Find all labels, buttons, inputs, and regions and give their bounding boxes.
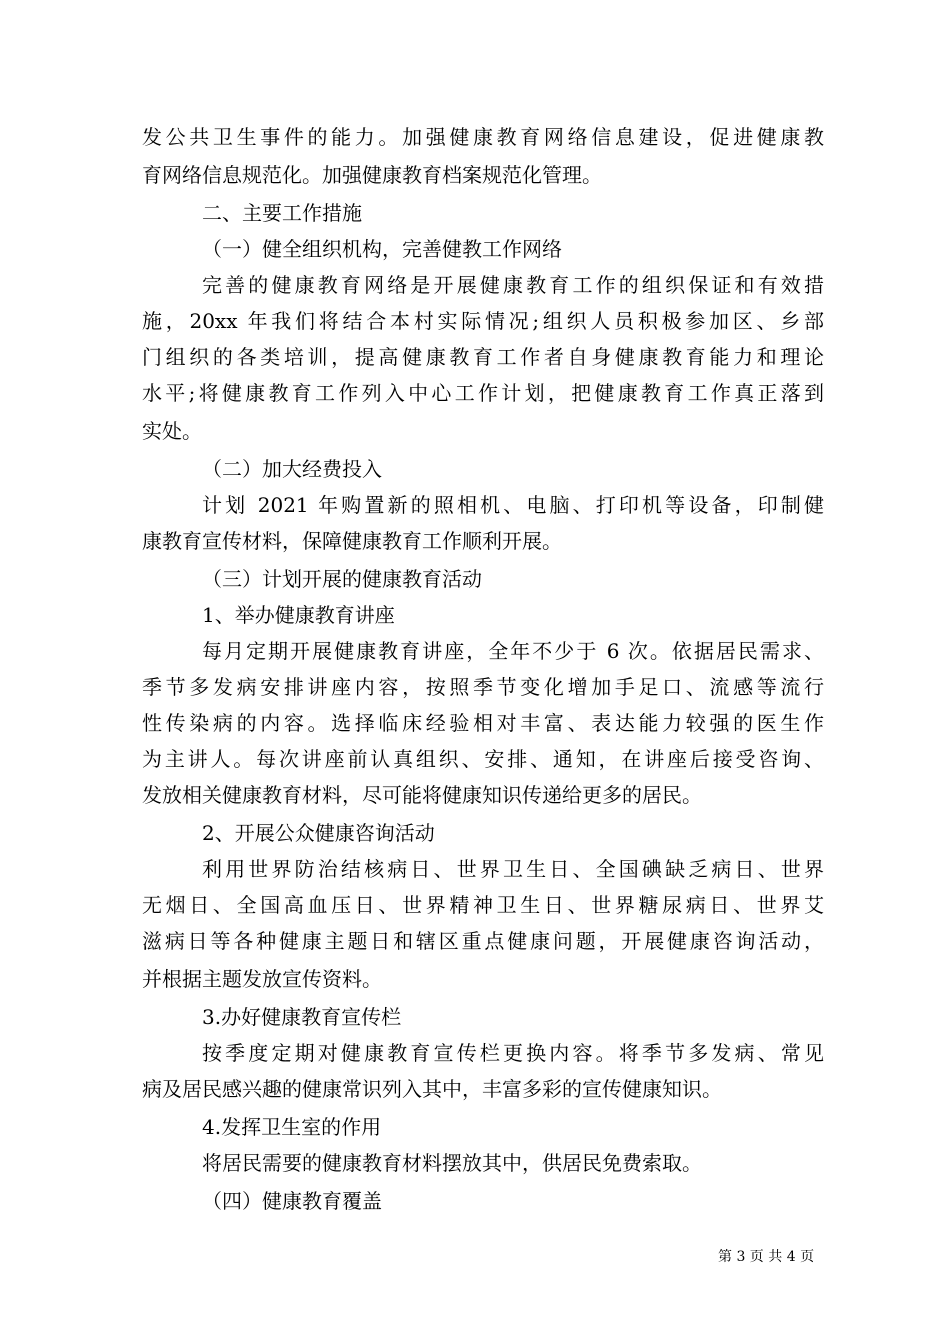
- page-number-footer: 第 3 页 共 4 页: [718, 1249, 815, 1265]
- paragraph-line: 完善的健康教育网络是开展健康教育工作的组织保证和有效措: [202, 273, 824, 297]
- paragraph-line: 施，20xx 年我们将结合本村实际情况;组织人员积极参加区、乡部: [142, 309, 824, 333]
- item-heading: 4.发挥卫生室的作用: [202, 1115, 382, 1139]
- item-heading: 2、开展公众健康咨询活动: [202, 821, 435, 845]
- paragraph-line: 实处。: [142, 419, 202, 443]
- paragraph-line: 发放相关健康教育材料，尽可能将健康知识传递给更多的居民。: [142, 783, 702, 807]
- paragraph-line: 每月定期开展健康教育讲座，全年不少于 6 次。依据居民需求、: [202, 639, 824, 663]
- subsection-heading: （二）加大经费投入: [202, 457, 382, 481]
- paragraph-line: 病及居民感兴趣的健康常识列入其中，丰富多彩的宣传健康知识。: [142, 1077, 722, 1101]
- paragraph-line: 发公共卫生事件的能力。加强健康教育网络信息建设，促进健康教: [142, 125, 824, 149]
- paragraph-line: 性传染病的内容。选择临床经验相对丰富、表达能力较强的医生作: [142, 711, 824, 735]
- paragraph-line: 无烟日、全国高血压日、世界精神卫生日、世界糖尿病日、世界艾: [142, 893, 824, 917]
- paragraph-line: 康教育宣传材料，保障健康教育工作顺利开展。: [142, 529, 562, 553]
- paragraph-line: 为主讲人。每次讲座前认真组织、安排、通知，在讲座后接受咨询、: [142, 747, 824, 771]
- paragraph-line: 利用世界防治结核病日、世界卫生日、全国碘缺乏病日、世界: [202, 857, 824, 881]
- paragraph-line: 水平;将健康教育工作列入中心工作计划，把健康教育工作真正落到: [142, 381, 824, 405]
- paragraph-line: 育网络信息规范化。加强健康教育档案规范化管理。: [142, 163, 602, 187]
- item-heading: 3.办好健康教育宣传栏: [202, 1005, 402, 1029]
- paragraph-line: 季节多发病安排讲座内容，按照季节变化增加手足口、流感等流行: [142, 675, 824, 699]
- paragraph-line: 按季度定期对健康教育宣传栏更换内容。将季节多发病、常见: [202, 1041, 824, 1065]
- subsection-heading: （一）健全组织机构，完善健教工作网络: [202, 237, 562, 261]
- paragraph-line: 并根据主题发放宣传资料。: [142, 967, 382, 991]
- paragraph-line: 将居民需要的健康教育材料摆放其中，供居民免费索取。: [202, 1151, 702, 1175]
- paragraph-line: 门组织的各类培训，提高健康教育工作者自身健康教育能力和理论: [142, 345, 824, 369]
- section-heading: 二、主要工作措施: [202, 201, 362, 225]
- subsection-heading: （四）健康教育覆盖: [202, 1189, 382, 1213]
- paragraph-line: 计划 2021 年购置新的照相机、电脑、打印机等设备，印制健: [202, 493, 824, 517]
- subsection-heading: （三）计划开展的健康教育活动: [202, 567, 482, 591]
- item-heading: 1、举办健康教育讲座: [202, 603, 395, 627]
- paragraph-line: 滋病日等各种健康主题日和辖区重点健康问题，开展健康咨询活动，: [142, 929, 824, 953]
